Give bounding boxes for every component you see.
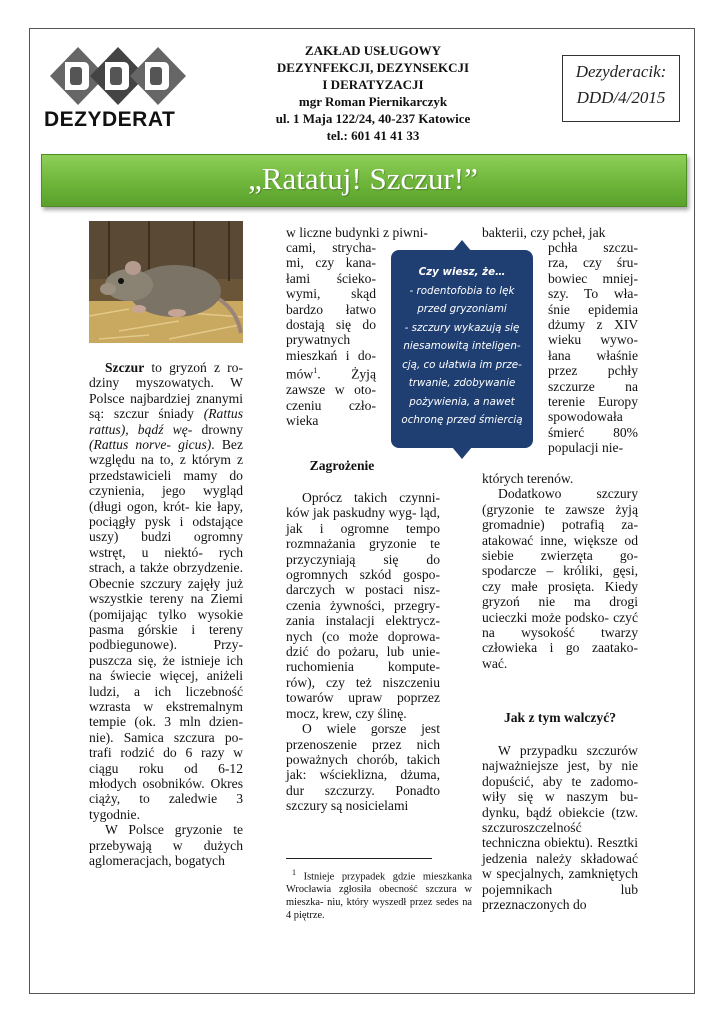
column-3-text-middle: których terenów. Dodatkowo szczury (gryzonie te zawsze żyją gromadnie) potrafią za- atakować inne, większe od siebie zwierzęta go- spodarcze – króliki, gęsi, czy małe prosięta. Kiedy gryzoń nie ma drogi ucieczki może podsko- czyć na wysokość twarzy człowieka i go zaatako- wać. bbox=[482, 471, 639, 671]
column-1-text: Szczur to gryzoń z ro- dziny myszowatych. W Polsce najbardziej znanymi są: szczur śniady (Rattus rattus), bądź wę- drowny (Rattus norve- gicus). Bez względu na to, z którym z przedstawicieli mamy do czynienia, jego wygląd (długi ogon, krót- kie łapy, pociągły pysk i odstające uszy) budzi ogromny wstręt, u niektó- rych strach, a także obrzydzenie. Obecnie szczury zajęły już wszystkie tereny na Ziemi (pomijając tylko wysokie pasma górskie i tereny podbiegunowe). Przy- puszcza się, że istnieje ich na świecie więcej, aniżeli ludzi, a ich liczebność wzrasta w ekstremalnym tempie (ok. 3 mln dzien- nie). Samica szczura po- trafi rodzić do 6 razy w ciągu roku od 6-12 młodych osobników. Okres ciąży, to zaledwie 3 tygodnie. W Polsce gryzonie te przebywają w dużych aglomeracjach, bogatych bbox=[89, 360, 244, 868]
company-info: ZAKŁAD USŁUGOWY DEZYNFEKCJI, DEZYNSEKCJI I DERATYZACJI mgr Roman Piernikarczyk ul. 1 Maja 122/24, 40-237 Katowice tel.: 601 41 41 33 bbox=[275, 43, 471, 143]
column-2-text-narrow: cami, strycha- mi, czy kana- łami ścieko- wymi, skąd bardzo łatwo dostają się do prywatnych mieszkań i do- mów$^1$. Żyją zawsze w oto- czeniu czło- wieka bbox=[286, 240, 376, 428]
callout-notch-bottom bbox=[452, 447, 472, 459]
footnote-rule bbox=[286, 858, 432, 859]
callout-notch-top bbox=[452, 240, 472, 252]
callout-text: Czy wiesz, że… - rodentofobia to lęk przed gryzoniami - szczury wykazują się niesamowitą inteligen- cją, co ułatwia im prze- trwanie, zdobywanie pożywienia, a nawet ochronę przed śmiercią bbox=[401, 266, 523, 426]
rat-photo bbox=[89, 221, 243, 343]
page-title: „Ratatuj! Szczur!” bbox=[248, 161, 478, 196]
ddd-logo-icon bbox=[48, 45, 188, 107]
heading-jak-walczyc: Jak z tym walczyć? bbox=[503, 710, 617, 725]
column-2-text-top: w liczne budynki z piwni- bbox=[286, 225, 428, 240]
column-3-text-narrow: pchła szczu- rza, czy śru- bowiec mniej- szy. To wła- śnie epidemia dżumy z XIV wieku wywo- łana właśnie przez pchły szczurze na terenie Europy spowodowała śmierć 80% populacji nie- bbox=[548, 240, 638, 456]
column-2-text-bottom: Oprócz takich czynni- ków jak paskudny wyg- ląd, jak i ogromne tempo rozmnażania gryzonie te przyczyniają się do ogromnych szkód gospo- darczych w postaci nisz- czenia żywności, przegry- zania instalacji elektrycz- nych (co może doprowa- dzić do pożaru, lub unie- ruchomienia kompute- rów), czy też niszczeniu towarów upraw poprzez mocz, krew, czy ślinę. O wiele gorsze jest przenoszenie przez nich poważnych chorób, takich jak: wścieklizna, dżuma, dur szczurzy. Ponadto szczury są nosicielami bbox=[286, 490, 440, 814]
issue-box: Dezyderacik: DDD/4/2015 bbox=[562, 55, 680, 122]
column-3-text-bottom: W przypadku szczurów najważniejsze jest, by nie dopuścić, aby te zadomo- wiły się w naszym bu- dynku, bądź obiekcie (tzw. szczuroszczelność techniczna obiektu). Resztki jedzenia należy składować w specjalnych, zamkniętych pojemnikach lub przeznaczonych do bbox=[482, 743, 638, 913]
column-3-text-top: bakterii, czy pcheł, jak bbox=[482, 225, 606, 240]
heading-zagrozenie: Zagrożenie bbox=[309, 458, 375, 473]
logo-text: DEZYDERAT bbox=[44, 108, 176, 131]
footnote: $^1$ Istnieje przypadek gdzie mieszkanka Wrocławia zgłosiła obecność szczura w mieszka- niu, który wyszedł przez sedes na 4 piętrze. bbox=[286, 868, 472, 922]
